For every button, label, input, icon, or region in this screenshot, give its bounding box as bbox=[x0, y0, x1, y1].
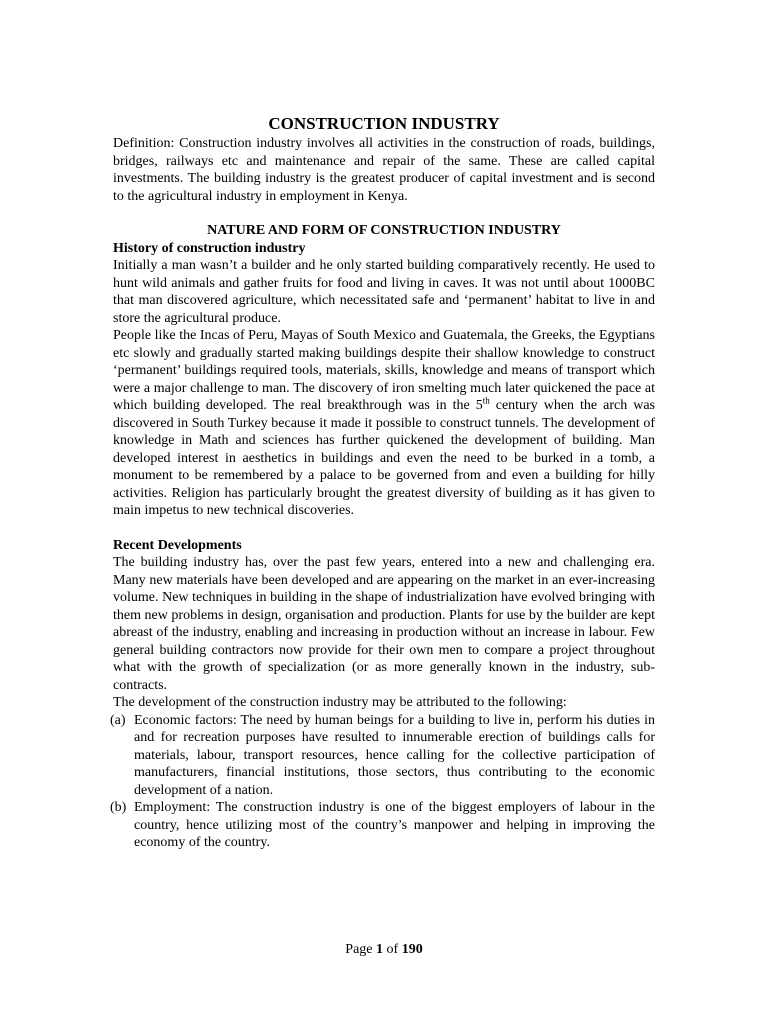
of-label: of bbox=[383, 942, 402, 957]
history-paragraph-2 bbox=[113, 327, 655, 520]
list-item-text: Employment: The construction industry is one of the biggest employers of labour in the country, hence utilizing most of the country’s manpower and helping in improving the economy of the country. bbox=[134, 800, 655, 850]
list-item bbox=[110, 799, 655, 852]
spacer bbox=[113, 520, 655, 537]
page-footer bbox=[0, 942, 768, 958]
total-pages-number: 190 bbox=[401, 942, 423, 957]
recent-paragraph-1: The building industry has, over the past few years, entered into a new and challenging era. Many new materials have been developed and are appearing on the market in an ever-increasing volume. New techniques in building in the shape of industrialization have evolved bringing with them new problems in design, organisation and production. Plants for use by the builder are kept abreast of the industry, enabling and increasing in production without an increase in labour. Few general building contractors now provide for their own men to compare a project throughout what with the growth of specialization (or as more generally known in the industry, sub-contracts. bbox=[113, 555, 655, 693]
history-heading: History of construction industry bbox=[113, 240, 306, 256]
history-paragraph-1: Initially a man wasn’t a builder and he only started building comparatively recently. He used to hunt wild animals and gather fruits for food and living in caves. It was not until about 1000BC that man discovered agriculture, which necessitated safe and ‘permanent’ habitat to live in and store the agricultural produce. bbox=[113, 258, 655, 326]
section-heading: NATURE AND FORM OF CONSTRUCTION INDUSTRY bbox=[207, 223, 561, 238]
definition-paragraph: Definition: Construction industry involves all activities in the construction of roads, buildings, bridges, railways etc and maintenance and repair of the same. These are called capital investments. The building industry is the greatest producer of capital investment and is second to the agricultural industry in employment in Kenya. bbox=[113, 136, 655, 204]
list-marker: (b) bbox=[110, 800, 127, 815]
recent-developments-heading: Recent Developments bbox=[113, 537, 242, 553]
page-label: Page bbox=[345, 942, 377, 957]
superscript-th: th bbox=[482, 395, 490, 406]
history-paragraph-2-end: century when the arch was discovered in South Turkey because it made it possible to construct tunnels. The development of knowledge in Math and sciences has further quickened the development of building. Man developed interest in aesthetics in buildings and even the need to be burked in a tomb, a monument to be remembered by a palace to be governed from and even a building for hilly activities. Religion has particularly brought the greatest diversity of building as it has given to main impetus to new technical discoveries. bbox=[113, 398, 655, 518]
list-marker: (a) bbox=[110, 712, 126, 728]
list-item bbox=[110, 712, 655, 800]
list-item-text: Economic factors: The need by human beings for a building to live in, perform his duties in and for recreation purposes have resulted to innumerable erection of buildings calls for materials, labour, transport resources, hence calling for the collective participation of manufacturers, financial institutions, those sectors, thus contributing to the economic development of a nation. bbox=[134, 712, 655, 798]
document-title: CONSTRUCTION INDUSTRY bbox=[268, 114, 500, 133]
page-content bbox=[110, 114, 655, 852]
recent-paragraph-2: The development of the construction industry may be attributed to the following: bbox=[113, 695, 567, 710]
current-page-number: 1 bbox=[376, 942, 384, 957]
factors-list bbox=[110, 712, 655, 852]
history-paragraph-2-start: People like the Incas of Peru, Mayas of South Mexico and Guatemala, the Greeks, the Egyptians etc slowly and gradually started making buildings despite their shallow knowledge to construct ‘permanent’ buildings required tools, materials, skills, knowledge and means of transport which were a major challenge to man. The discovery of iron smelting much later quickened the pace at which building developed. The real breakthrough was in the 5 bbox=[113, 328, 655, 413]
